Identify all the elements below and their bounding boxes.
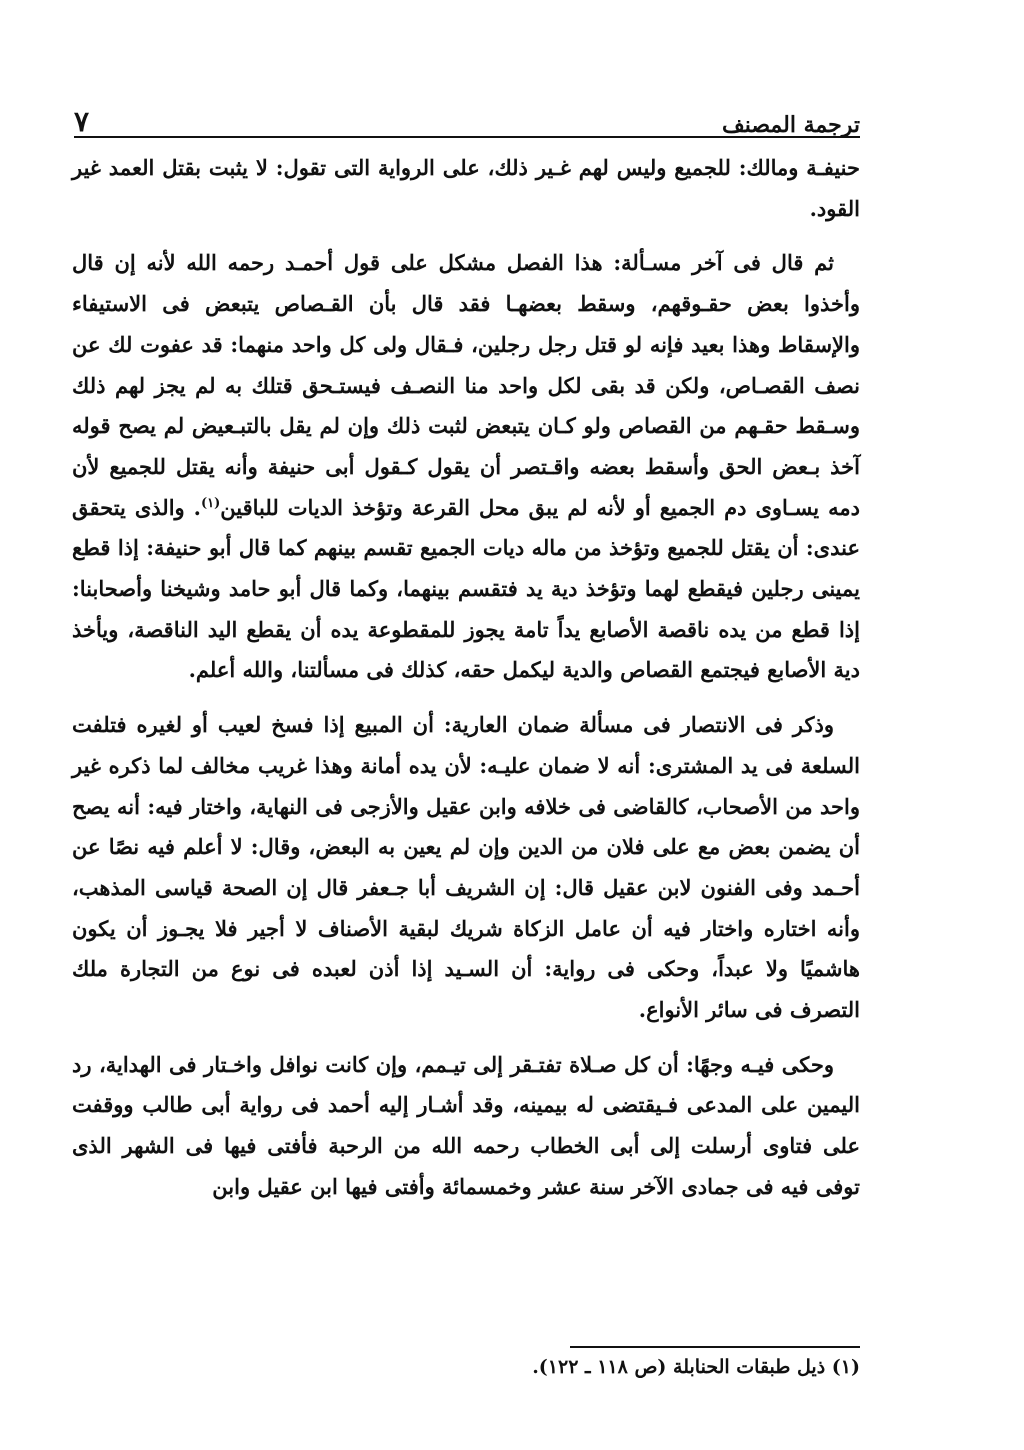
page-header xyxy=(74,98,860,138)
footnote-divider xyxy=(570,1346,860,1348)
paragraph-2-text-after-ref: . والذى يتحقق عندى: أن يقتل للجميع وتؤخذ من ماله ديات الجميع تقسم بينهم كما قال أبو حنيفة: إذا قطع يمينى رجلين فيقطع لهما وتؤخذ دية يد فتقسم بينهما، وكما قال أبو حامد وشيخنا وأصحابنا: إذا قطع من يده ناقصة الأصابع يداً تامة يجوز للمقطوعة يده أن يقطع اليد الناقصة، ويأخذ دية الأصابع فيجتمع القصاص والدية ليكمل حقه، كذلك فى مسألتنا، والله أعلم. xyxy=(72,494,860,683)
footnote: (١) ذيل طبقات الحنابلة (ص ١١٨ ـ ١٢٢). xyxy=(532,1356,860,1378)
paragraph-4: وحكى فيـه وجهًا: أن كل صـلاة تفتـقر إلى تيـمم، وإن كانت نوافل واخـتار فى الهداية، رد اليمين على المدعى فـيقتضى له بيمينه، وقد أشـار إليه أحمد فى رواية أبى طالب ووقفت على فتاوى أرسلت إلى أبى الخطاب رحمه الله من الرحبة فأفتى فيها فى الشهر الذى توفى فيه فى جمادى الآخر سنة عشر وخمسمائة وأفتى فيها ابن عقيل وابن xyxy=(72,1051,860,1199)
body-text xyxy=(72,148,860,1222)
paragraph-3: وذكر فى الانتصار فى مسألة ضمان العارية: أن المبيع إذا فسخ لعيب أو لغيره فتلفت السلعة فى يد المشترى: أنه لا ضمان عليـه: لأن يده أمانة وهذا غريب مخالف لما ذكره غير واحد من الأصحاب، كالقاضى فى خلافه وابن عقيل والأزجى فى النهاية، واختار فيه: أنه يصح أن يضمن بعض مع على فلان من الدين وإن لم يعين به البعض، وقال: لا أعلم فيه نصًا عن أحـمد وفى الفنون لابن عقيل قال: إن الشريف أبا جـعفر قال إن الصحة قياسى المذهب، وأنه اختاره واختار فيه أن عامل الزكاة شريك لبقية الأصناف لا أجير فلا يجـوز أن يكون هاشميًا ولا عبداً، وحكى فى رواية: أن السـيد إذا أذن لعبده فى نوع من التجارة ملك التصرف فى سائر الأنواع. xyxy=(72,712,860,1023)
footnote-reference: (١) xyxy=(200,495,221,511)
paragraph-2 xyxy=(72,243,860,691)
running-head-title: ترجمة المصنف xyxy=(721,112,860,138)
paragraph-1: حنيفـة ومالك: للجميع وليس لهم غـير ذلك، على الرواية التى تقول: لا يثبت بقتل العمد غير القود. xyxy=(72,155,860,221)
paragraph-2-text-before-ref: ثم قال فى آخر مسـألة: هذا الفصل مشكل على قول أحمـد رحمه الله لأنه إن قال وأخذوا بعض حقـوقهم، وسقط بعضهـا فقد قال بأن القـصاص يتبعض فى الاستيفاء والإسقاط وهذا بعيد فإنه لو قتل رجل رجلين، فـقال ولى كل واحد منهما: قد عفوت لك عن نصف القصـاص، ولكن قد بقى لكل واحد منا النصـف فيستـحق قتلك به لم يجز لهم ذلك وسـقط حقـهم من القصاص ولو كـان يتبعض لثبت ذلك وإن لم يقل بالتبـعيض لم يصح قوله آخذ بـعض الحق وأسقط بعضه واقـتصر أن يقول كـقول أبى حنيفة وأنه يقتل للجميع لأن دمه يسـاوى دم الجميع أو لأنه لم يبق محل القرعة وتؤخذ الديات للباقين xyxy=(72,250,860,520)
page-number: ٧ xyxy=(74,105,90,138)
header-divider xyxy=(74,136,860,138)
